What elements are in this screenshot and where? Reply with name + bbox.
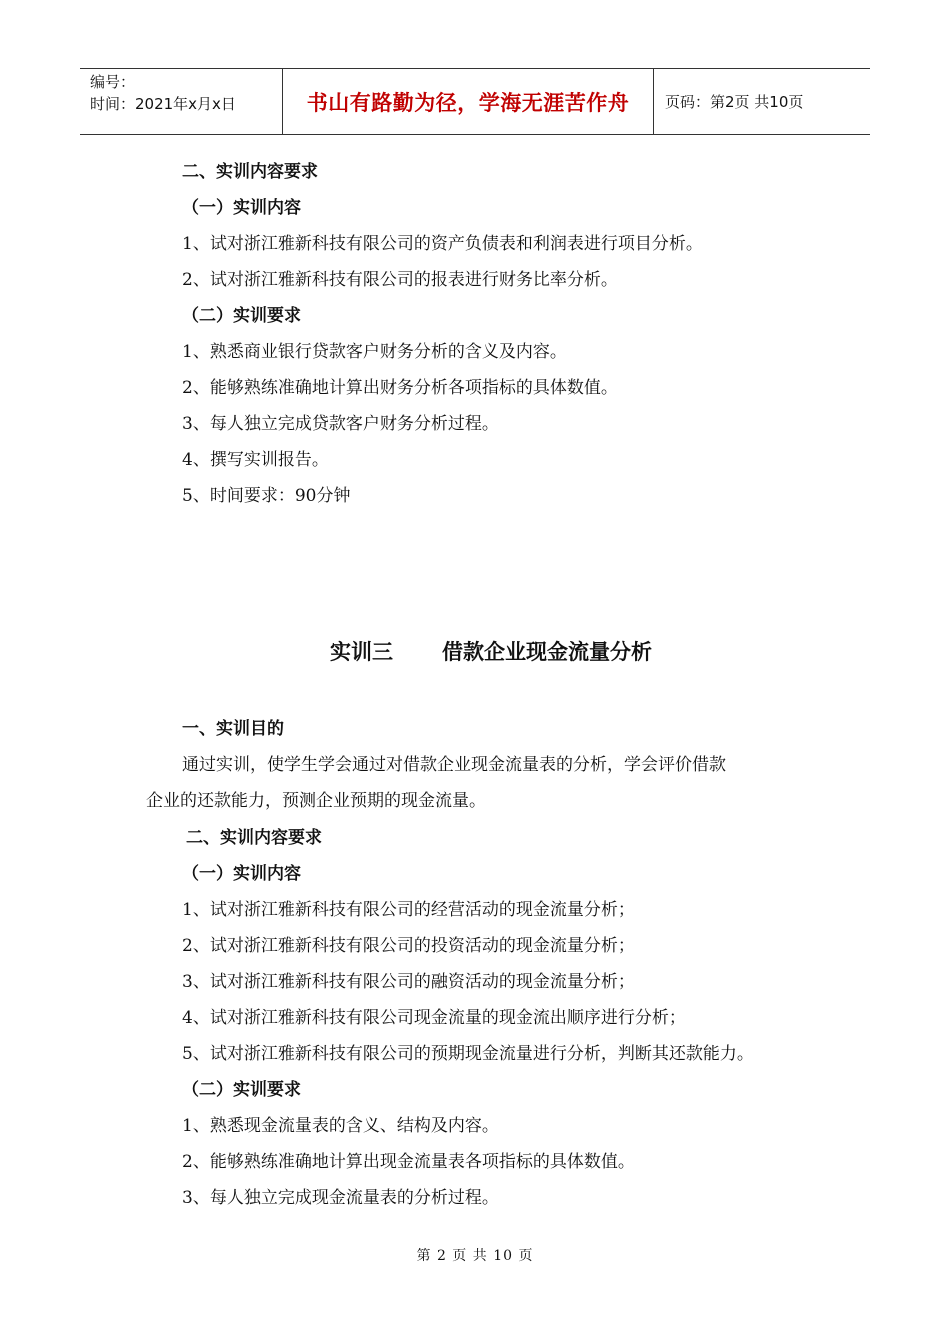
subsection-heading: （一）实训内容 bbox=[182, 198, 301, 218]
section-heading: 二、实训内容要求 bbox=[182, 162, 318, 182]
page-footer: 第 2 页 共 10 页 bbox=[416, 1248, 534, 1264]
list-item: 2、试对浙江雅新科技有限公司的投资活动的现金流量分析； bbox=[182, 936, 635, 956]
list-item: 1、试对浙江雅新科技有限公司的经营活动的现金流量分析； bbox=[182, 900, 635, 920]
section-heading: 二、实训内容要求 bbox=[186, 828, 322, 848]
subsection-heading: （二）实训要求 bbox=[182, 306, 301, 326]
paragraph-line: 通过实训，使学生学会通过对借款企业现金流量表的分析，学会评价借款 bbox=[182, 755, 726, 775]
header-motto-cell bbox=[282, 69, 654, 134]
list-item: 3、每人独立完成现金流量表的分析过程。 bbox=[182, 1188, 499, 1208]
list-item: 4、撰写实训报告。 bbox=[182, 450, 329, 470]
list-item: 4、试对浙江雅新科技有限公司现金流量的现金流出顺序进行分析； bbox=[182, 1008, 686, 1028]
header-motto: 书山有路勤为径，学海无涯苦作舟 bbox=[306, 90, 630, 115]
chapter-title: 借款企业现金流量分析 bbox=[442, 640, 652, 664]
section-heading: 一、实训目的 bbox=[182, 719, 284, 739]
page-header bbox=[80, 68, 870, 135]
list-item: 5、时间要求：90分钟 bbox=[182, 486, 351, 506]
list-item: 1、试对浙江雅新科技有限公司的资产负债表和利润表进行项目分析。 bbox=[182, 234, 703, 254]
list-item: 2、能够熟练准确地计算出现金流量表各项指标的具体数值。 bbox=[182, 1152, 635, 1172]
list-item: 5、试对浙江雅新科技有限公司的预期现金流量进行分析，判断其还款能力。 bbox=[182, 1044, 754, 1064]
subsection-heading: （二）实训要求 bbox=[182, 1080, 301, 1100]
list-item: 1、熟悉现金流量表的含义、结构及内容。 bbox=[182, 1116, 499, 1136]
header-page-info: 页码：第2页 共10页 bbox=[665, 93, 804, 111]
time-label: 时间：2021年x月x日 bbox=[90, 95, 236, 113]
list-item: 3、每人独立完成贷款客户财务分析过程。 bbox=[182, 414, 499, 434]
subsection-heading: （一）实训内容 bbox=[182, 864, 301, 884]
chapter-number: 实训三 bbox=[330, 640, 393, 664]
code-label: 编号： bbox=[90, 73, 136, 91]
list-item: 1、熟悉商业银行贷款客户财务分析的含义及内容。 bbox=[182, 342, 567, 362]
list-item: 2、试对浙江雅新科技有限公司的报表进行财务比率分析。 bbox=[182, 270, 618, 290]
header-meta bbox=[80, 69, 282, 134]
list-item: 2、能够熟练准确地计算出财务分析各项指标的具体数值。 bbox=[182, 378, 618, 398]
list-item: 3、试对浙江雅新科技有限公司的融资活动的现金流量分析； bbox=[182, 972, 635, 992]
paragraph-line: 企业的还款能力，预测企业预期的现金流量。 bbox=[146, 791, 486, 811]
